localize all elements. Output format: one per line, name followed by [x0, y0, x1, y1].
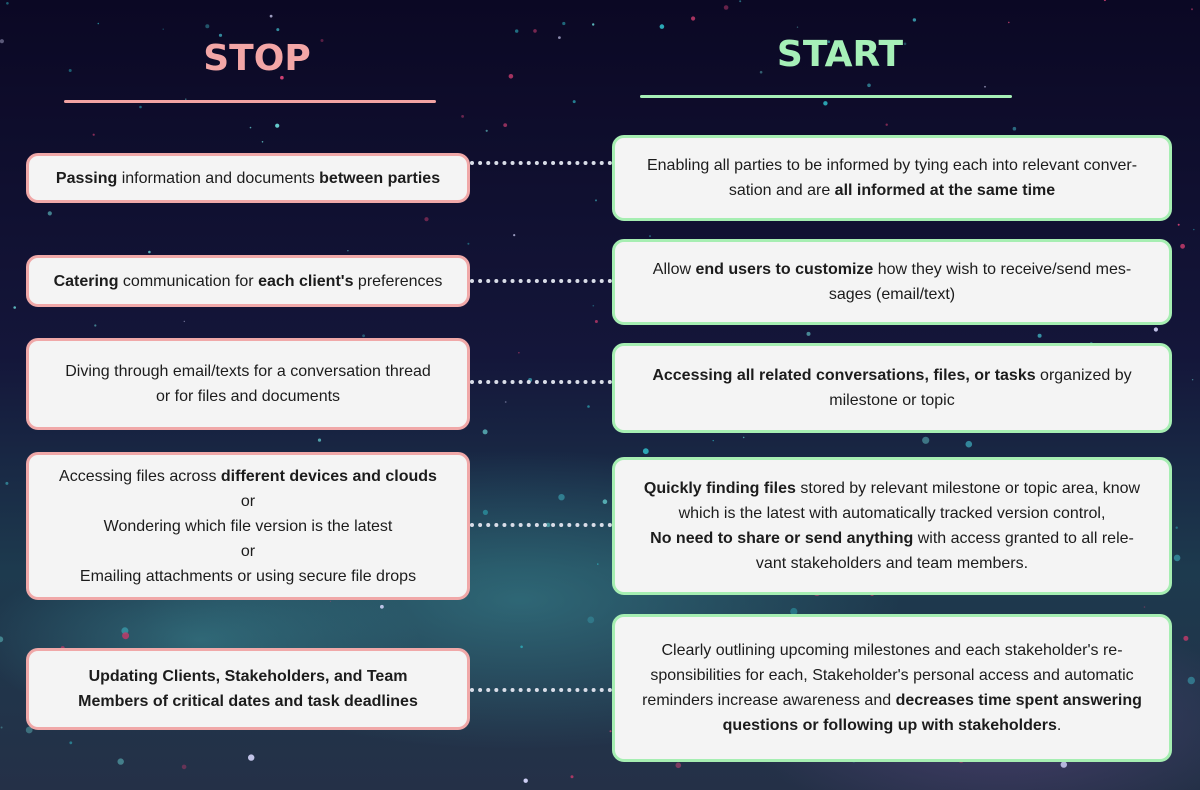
bold-text: Quickly finding files	[643, 480, 796, 497]
card-text-line	[679, 501, 1106, 526]
text-run: Allow	[652, 261, 696, 278]
card-text-line	[647, 153, 1137, 178]
connector-1	[470, 161, 612, 165]
start-card-clearly-outlining	[612, 614, 1172, 762]
card-text-line	[80, 564, 416, 589]
start-heading: START	[776, 34, 904, 75]
text-run: sages (email/text)	[828, 286, 956, 303]
connector-4	[470, 523, 612, 527]
card-text-line	[241, 489, 255, 514]
text-run: .	[1056, 717, 1062, 734]
text-run: milestone or topic	[829, 392, 955, 409]
text-run: or	[240, 492, 256, 510]
card-text-line	[756, 551, 1028, 576]
text-run: sation and are	[728, 182, 835, 199]
card-text-line	[829, 282, 955, 307]
card-text-line	[78, 689, 418, 714]
card-text-line	[652, 363, 1131, 388]
bold-text: No need to share or send anything	[650, 530, 914, 547]
card-text-line	[65, 359, 431, 384]
text-run: information and documents	[117, 169, 320, 187]
card-text-line	[156, 384, 340, 409]
text-run: communication for	[118, 272, 259, 290]
bold-text: Accessing all related conversations, files, or tasks	[652, 367, 1036, 384]
card-text-line	[89, 664, 408, 689]
text-run: with access granted to all rele-	[913, 530, 1134, 547]
bold-text: Catering	[53, 272, 119, 290]
text-run: reminders increase awareness and	[642, 692, 896, 709]
bold-text: between parties	[319, 169, 441, 187]
text-run: Emailing attachments or using secure file drops	[79, 567, 417, 585]
text-run: stored by relevant milestone or topic area, know	[795, 480, 1141, 497]
stop-card-updating-clients	[26, 648, 470, 730]
stop-card-passing-information	[26, 153, 470, 203]
start-card-enabling-parties	[612, 135, 1172, 221]
card-text-line	[829, 388, 954, 413]
bold-text: end users to customize	[695, 261, 874, 278]
card-text-line	[104, 514, 393, 539]
bold-text: decreases time spent answering	[895, 692, 1142, 709]
bold-text: Updating Clients, Stakeholders, and Team	[88, 668, 408, 685]
connector-2	[470, 279, 612, 283]
card-text-line	[642, 688, 1142, 713]
start-card-allow-end-users	[612, 239, 1172, 325]
card-text-line	[59, 464, 437, 489]
card-text-line	[653, 257, 1131, 282]
text-run: or for files and documents	[155, 388, 341, 405]
connector-3	[470, 380, 612, 384]
text-run: organized by	[1035, 367, 1132, 384]
text-run: Diving through email/texts for a conversation thread	[65, 363, 431, 380]
text-run: Clearly outlining upcoming milestones and each stakeholder's re-	[661, 642, 1123, 659]
stop-card-accessing-files	[26, 452, 470, 600]
bold-text: Members of critical dates and task deadlines	[78, 693, 418, 710]
stop-card-diving-through-email	[26, 338, 470, 430]
card-text-line	[661, 638, 1122, 663]
text-run: Enabling all parties to be informed by tying each into relevant conver-	[646, 157, 1138, 174]
bold-text: questions or following up with stakeholders	[722, 717, 1057, 734]
start-card-accessing-conversations	[612, 343, 1172, 433]
card-text-line	[54, 269, 443, 294]
text-run: vant stakeholders and team members.	[755, 555, 1029, 572]
bold-text: Passing	[55, 169, 118, 187]
start-underline	[640, 95, 1012, 98]
bold-text: different devices and clouds	[220, 467, 437, 485]
card-text-line	[723, 713, 1062, 738]
text-run: which is the latest with automatically tracked version control,	[678, 505, 1106, 522]
text-run: how they wish to receive/send mes-	[873, 261, 1132, 278]
card-text-line	[729, 178, 1055, 203]
text-run: preferences	[353, 272, 443, 290]
connector-5	[470, 688, 612, 692]
stop-underline	[64, 100, 436, 103]
bold-text: all informed at the same time	[834, 182, 1056, 199]
text-run: Accessing files across	[59, 467, 221, 485]
card-text-line	[644, 476, 1140, 501]
text-run: Wondering which file version is the latest	[103, 517, 393, 535]
stop-heading: STOP	[203, 38, 311, 79]
stop-card-catering-communication	[26, 255, 470, 307]
card-text-line	[56, 166, 440, 191]
card-text-line	[650, 526, 1134, 551]
text-run: or	[240, 542, 256, 560]
card-text-line	[650, 663, 1133, 688]
text-run: sponsibilities for each, Stakeholder's personal access and automatic	[650, 667, 1134, 684]
card-text-line	[241, 539, 255, 564]
start-card-quickly-finding-files	[612, 457, 1172, 595]
bold-text: each client's	[258, 272, 354, 290]
